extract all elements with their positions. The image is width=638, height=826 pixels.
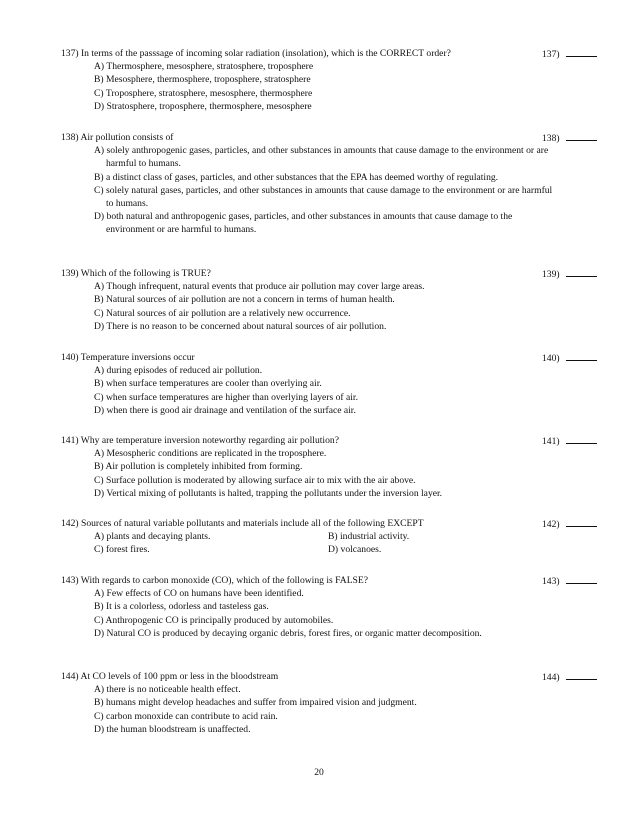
option: C) Natural sources of air pollution are a relatively new occurrence. <box>94 307 351 319</box>
question-stem <box>61 267 601 280</box>
option: A) Mesospheric conditions are replicated in the troposphere. <box>94 448 327 460</box>
answer-slot[interactable] <box>542 131 597 145</box>
option: B) It is a colorless, odorless and tasteless gas. <box>94 601 269 613</box>
answer-number: 143) <box>542 576 560 587</box>
answer-number: 141) <box>542 436 560 447</box>
option: B) Mesosphere, thermosphere, troposphere, stratosphere <box>94 74 311 86</box>
option: C) Troposphere, stratosphere, mesosphere, thermosphere <box>94 87 313 99</box>
option: B) Air pollution is completely inhibited from forming. <box>94 461 303 473</box>
option: D) volcanoes. <box>328 544 382 556</box>
question-stem <box>61 47 601 60</box>
answer-number: 142) <box>542 519 560 530</box>
option: B) a distinct class of gases, particles, and other substances that the EPA has deemed worthy of regulating. <box>94 171 499 183</box>
answer-slot[interactable] <box>542 47 597 61</box>
question-text: 137) In terms of the passsage of incoming solar radiation (insolation), which is the CORRECT order? <box>61 48 451 59</box>
question-stem <box>61 351 601 364</box>
answer-number: 140) <box>542 353 560 364</box>
options-list <box>94 447 601 500</box>
answer-slot[interactable] <box>542 574 597 588</box>
option: C) Anthropogenic CO is principally produced by automobiles. <box>94 614 334 626</box>
question-text: 144) At CO levels of 100 ppm or less in the bloodstream <box>61 671 279 682</box>
answer-blank[interactable] <box>566 267 597 277</box>
question-stem <box>61 670 601 683</box>
answer-number: 144) <box>542 672 560 683</box>
answer-number: 138) <box>542 133 560 144</box>
option: A) there is no noticeable health effect. <box>94 684 241 696</box>
option: A) Thermosphere, mesosphere, stratosphere, troposphere <box>94 61 314 73</box>
answer-blank[interactable] <box>566 434 597 444</box>
question-144 <box>61 670 601 736</box>
options-list <box>94 280 601 333</box>
question-text: 139) Which of the following is TRUE? <box>61 268 211 279</box>
question-137 <box>61 47 601 113</box>
question-text: 143) With regards to carbon monoxide (CO), which of the following is FALSE? <box>61 575 369 586</box>
answer-number: 139) <box>542 269 560 280</box>
options-list <box>94 144 601 236</box>
options-list <box>94 587 601 640</box>
answer-blank[interactable] <box>566 517 597 527</box>
answer-blank[interactable] <box>566 131 597 141</box>
option: C) carbon monoxide can contribute to acid rain. <box>94 710 278 722</box>
question-stem <box>61 517 601 530</box>
question-stem <box>61 574 601 587</box>
question-143 <box>61 574 601 640</box>
page-number: 20 <box>314 767 324 778</box>
option: B) industrial activity. <box>328 531 410 543</box>
option: C) Surface pollution is moderated by allowing surface air to mix with the air above. <box>94 474 416 486</box>
option: A) during episodes of reduced air pollution. <box>94 365 263 377</box>
question-text: 138) Air pollution consists of <box>61 132 174 143</box>
option: C) solely natural gases, particles, and other substances in amounts that cause damage to the environment or are harmful to humans. <box>94 184 553 210</box>
option: B) when surface temperatures are cooler than overlying air. <box>94 378 322 390</box>
question-stem <box>61 131 601 144</box>
option: A) plants and decaying plants. <box>94 531 211 543</box>
answer-blank[interactable] <box>566 47 597 57</box>
answer-number: 137) <box>542 49 560 60</box>
question-text: 142) Sources of natural variable pollutants and materials include all of the following EXCEPT <box>61 518 424 529</box>
options-row <box>94 543 601 556</box>
question-139 <box>61 267 601 333</box>
option: D) both natural and anthropogenic gases, particles, and other substances in amounts that cause damage to the environment or are harmful to humans. <box>94 211 513 236</box>
answer-slot[interactable] <box>542 517 597 531</box>
option: D) Stratosphere, troposphere, thermosphere, mesosphere <box>94 100 312 112</box>
answer-blank[interactable] <box>566 574 597 584</box>
answer-blank[interactable] <box>566 670 597 680</box>
option: A) Though infrequent, natural events that produce air pollution may cover large areas. <box>94 281 425 293</box>
answer-slot[interactable] <box>542 434 597 448</box>
answer-blank[interactable] <box>566 351 597 361</box>
question-141 <box>61 434 601 500</box>
options-list <box>94 364 601 417</box>
option: D) Vertical mixing of pollutants is halted, trapping the pollutants under the inversion layer. <box>94 487 443 499</box>
question-stem <box>61 434 601 447</box>
answer-slot[interactable] <box>542 351 597 365</box>
option: B) humans might develop headaches and suffer from impaired vision and judgment. <box>94 697 417 709</box>
answer-slot[interactable] <box>542 670 597 684</box>
question-138 <box>61 131 601 237</box>
option: A) solely anthropogenic gases, particles, and other substances in amounts that cause damage to the environment or are harmful to humans. <box>94 145 549 170</box>
option: D) Natural CO is produced by decaying organic debris, forest fires, or organic matter decomposition. <box>94 627 482 639</box>
option: D) There is no reason to be concerned about natural sources of air pollution. <box>94 320 387 332</box>
answer-slot[interactable] <box>542 267 597 281</box>
options-list <box>94 60 601 113</box>
option: C) when surface temperatures are higher than overlying layers of air. <box>94 391 358 403</box>
question-142 <box>61 517 601 557</box>
question-text: 140) Temperature inversions occur <box>61 352 195 363</box>
option: D) when there is good air drainage and ventilation of the surface air. <box>94 404 356 416</box>
option: D) the human bloodstream is unaffected. <box>94 723 251 735</box>
option: A) Few effects of CO on humans have been identified. <box>94 588 304 600</box>
question-text: 141) Why are temperature inversion noteworthy regarding air pollution? <box>61 435 339 446</box>
options-list <box>94 683 601 736</box>
question-140 <box>61 351 601 417</box>
option: B) Natural sources of air pollution are not a concern in terms of human health. <box>94 294 395 306</box>
options-row <box>94 530 601 543</box>
option: C) forest fires. <box>94 544 150 556</box>
